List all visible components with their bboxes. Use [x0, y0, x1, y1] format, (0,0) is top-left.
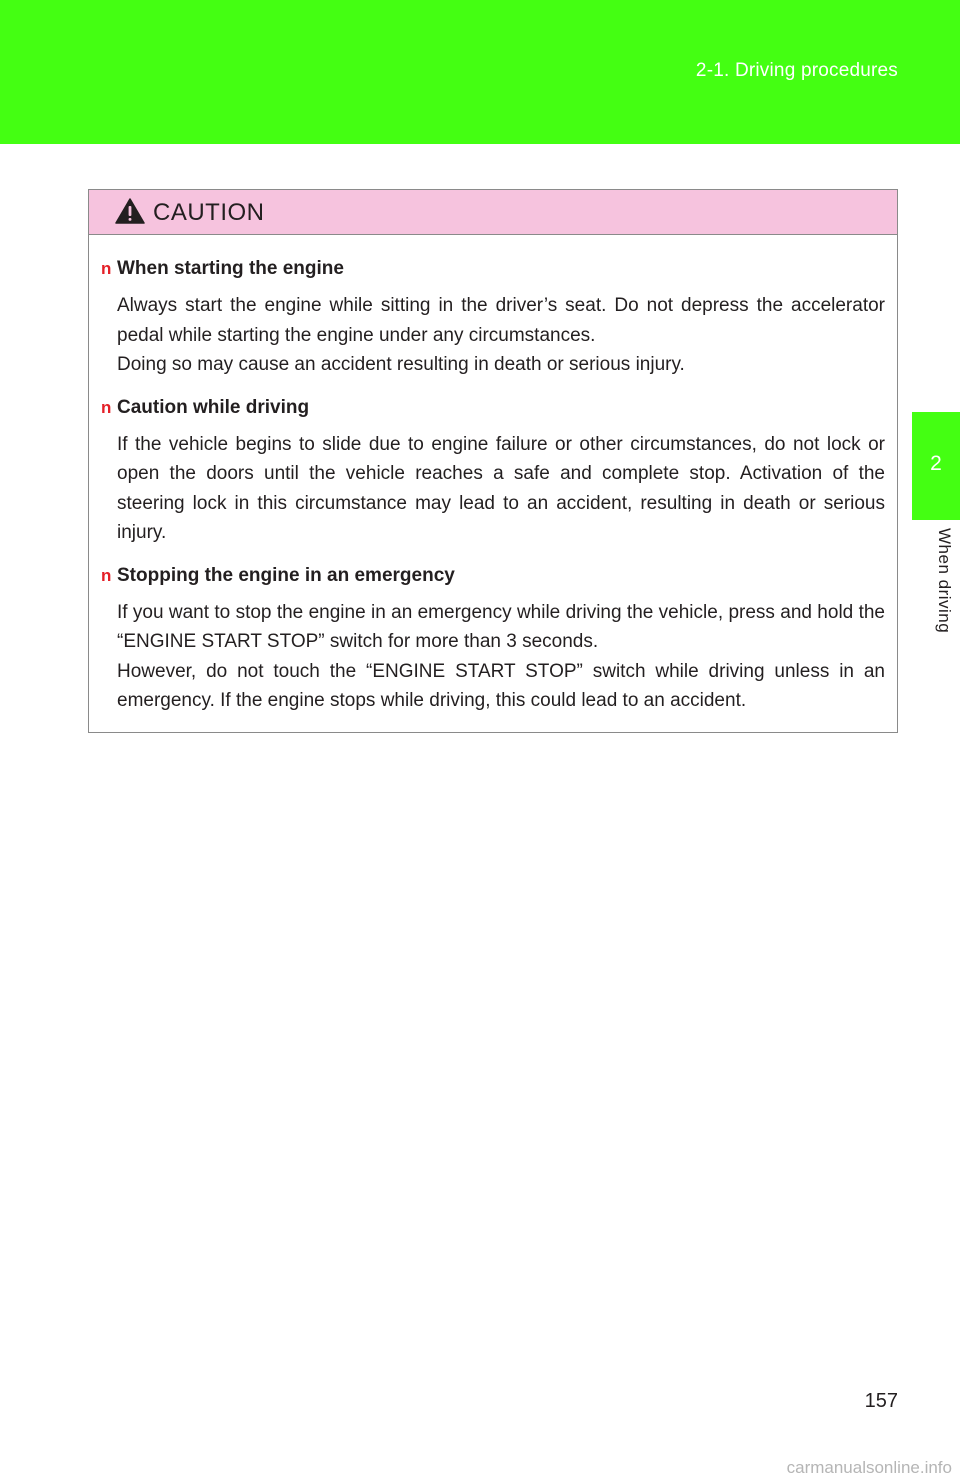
item-paragraph: If you want to stop the engine in an emergency while driving the vehicle, press and hold the “ENGINE START STOP” switch for more than 3 seconds.	[117, 601, 885, 652]
item-heading	[101, 255, 885, 283]
warning-triangle-icon	[115, 198, 145, 224]
item-heading	[101, 562, 885, 590]
section-title: 2-1. Driving procedures	[695, 60, 898, 81]
caution-item	[101, 394, 885, 548]
item-heading-text: Caution while driving	[117, 396, 310, 418]
header-band	[0, 0, 960, 144]
bullet-icon: n	[101, 259, 112, 278]
bullet-icon: n	[101, 565, 112, 585]
caution-item	[101, 255, 885, 380]
caution-box	[88, 189, 898, 733]
caution-body	[89, 235, 897, 716]
chapter-label: When driving	[935, 528, 954, 634]
item-heading	[101, 394, 885, 422]
item-paragraph: If the vehicle begins to slide due to engine failure or other circumstances, do not lock or open the doors until the vehicle reaches a safe and complete stop. Activation of the steering lock in this circumstance may lead to an accident, resulting in death or serious injury.	[117, 433, 885, 543]
caution-header	[89, 190, 897, 235]
item-heading-text: Stopping the engine in an emergency	[117, 564, 455, 586]
watermark: carmanualsonline.info	[786, 1458, 952, 1477]
caution-item	[101, 562, 885, 716]
item-paragraph: However, do not touch the “ENGINE START STOP” switch while driving unless in an emergency. If the engine stops while driving, this could lead to an accident.	[117, 660, 885, 711]
caution-title: CAUTION	[153, 199, 265, 226]
item-paragraph: Always start the engine while sitting in the driver’s seat. Do not depress the accelerator pedal while starting the engine under any circumstances.	[117, 295, 885, 346]
chapter-tab	[912, 412, 960, 520]
chapter-number: 2	[930, 452, 942, 475]
page-number: 157	[864, 1390, 898, 1412]
bullet-icon: n	[101, 397, 112, 417]
item-paragraph: Doing so may cause an accident resulting in death or serious injury.	[117, 354, 685, 375]
item-heading-text: When starting the engine	[117, 258, 344, 279]
